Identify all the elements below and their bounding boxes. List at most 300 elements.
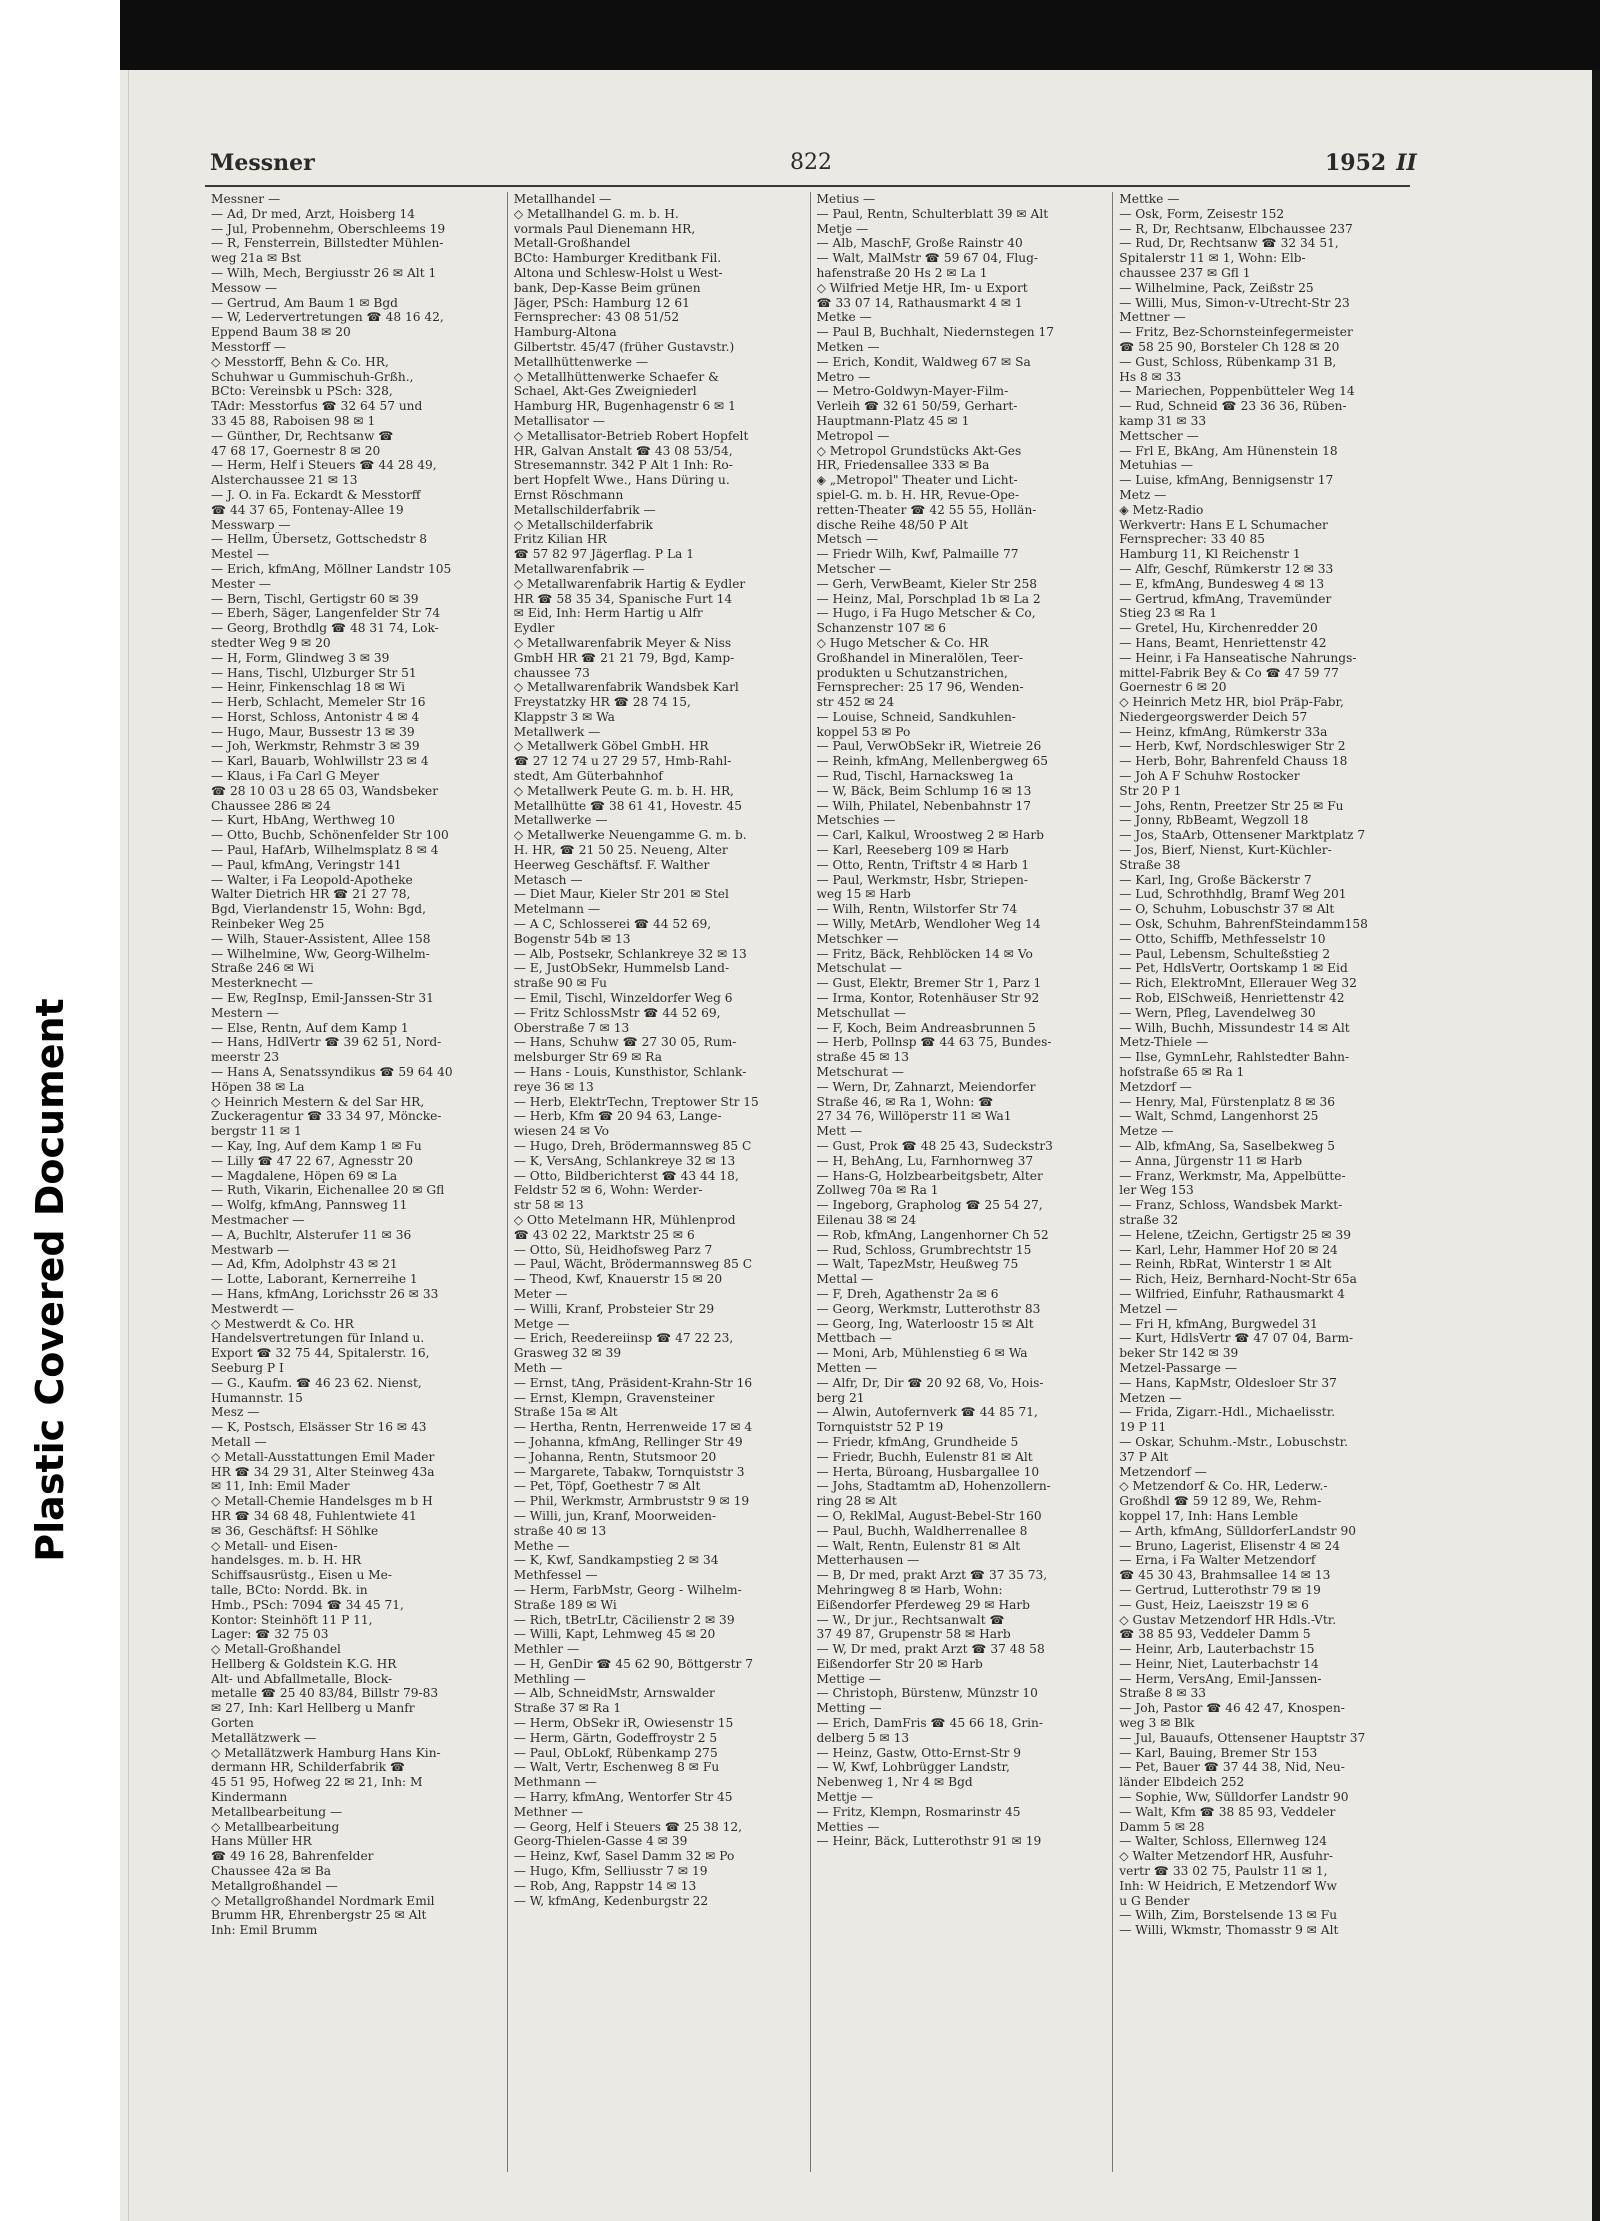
directory-line: — Pet, Bauer ☎ 37 44 38, Nid, Neu- <box>1119 1760 1345 1775</box>
directory-line: — Paul, Buchh, Waldherrenallee 8 <box>816 1523 1028 1538</box>
directory-line: Str 20 P 1 <box>1119 783 1182 798</box>
directory-line: — Ew, RegInsp, Emil-Janssen-Str 31 <box>211 991 434 1006</box>
directory-line: Inh: Emil Brumm <box>211 1923 318 1938</box>
directory-line: Metzendorf — <box>1119 1464 1207 1479</box>
directory-line: — Johs, Stadtamtm aD, Hohenzollern- <box>816 1479 1051 1494</box>
directory-line: — Wolfg, kfmAng, Pannsweg 11 <box>211 1198 408 1213</box>
directory-line: — F, Koch, Beim Andreasbrunnen 5 <box>816 1020 1036 1035</box>
directory-line: — H, Form, Glindweg 3 ✉ 39 <box>211 650 390 665</box>
directory-line: GmbH HR ☎ 21 21 79, Bgd, Kamp- <box>513 650 735 665</box>
directory-line: ◇ Metallwerk Peute G. m. b. H. HR, <box>513 783 735 798</box>
directory-line: — Erna, i Fa Walter Metzendorf <box>1119 1553 1316 1568</box>
directory-line: Mestel — <box>211 547 270 562</box>
directory-line: ☎ 58 25 90, Borsteler Ch 128 ✉ 20 <box>1119 339 1340 354</box>
directory-line: Großhdl ☎ 59 12 89, We, Rehm- <box>1119 1494 1322 1509</box>
directory-line: — Walter, i Fa Leopold-Apotheke <box>211 872 413 887</box>
directory-line: Damm 5 ✉ 28 <box>1119 1819 1205 1834</box>
directory-line: Chaussee 286 ✉ 24 <box>211 798 331 813</box>
directory-line: TAdr: Messtorfus ☎ 32 64 57 und <box>211 399 423 414</box>
directory-line: — Jonny, RbBeamt, Wegzoll 18 <box>1119 813 1309 828</box>
directory-line: Hauptmann-Platz 45 ✉ 1 <box>816 413 970 428</box>
directory-line: ☎ 44 37 65, Fontenay-Allee 19 <box>211 502 404 517</box>
directory-line: Fernsprecher: 33 40 85 <box>1119 532 1265 547</box>
directory-line: Verleih ☎ 32 61 50/59, Gerhart- <box>816 399 1018 414</box>
directory-line: — Wilh, Stauer-Assistent, Allee 158 <box>211 931 431 946</box>
directory-line: — Paul, Wächt, Brödermannsweg 85 C <box>513 1257 753 1272</box>
directory-line: — Wern, Dr, Zahnarzt, Meiendorfer <box>816 1079 1036 1094</box>
directory-line: Metuhias — <box>1119 458 1194 473</box>
directory-line: straße 45 ✉ 13 <box>816 1050 909 1065</box>
directory-line: — Herta, Büroang, Husbargallee 10 <box>816 1464 1040 1479</box>
directory-line: — Otto, Bildberichterst ☎ 43 44 18, <box>513 1168 739 1183</box>
directory-line: — Gust, Schloss, Rübenkamp 31 B, <box>1119 354 1337 369</box>
directory-line: — Kurt, HdlsVertr ☎ 47 07 04, Barm- <box>1119 1331 1354 1346</box>
directory-line: — Paul, Rentn, Schulterblatt 39 ✉ Alt <box>816 206 1049 221</box>
directory-line: Straße 189 ✉ Wi <box>513 1597 617 1612</box>
directory-line: Metting — <box>816 1701 882 1716</box>
directory-line: Metschullat — <box>816 1005 906 1020</box>
directory-line: — Helene, tZeichn, Gertigstr 25 ✉ 39 <box>1119 1227 1352 1242</box>
scan-edge <box>1592 70 1600 2221</box>
directory-line: Bgd, Vierlandenstr 15, Wohn: Bgd, <box>211 902 426 917</box>
column-3 <box>811 192 1114 2172</box>
directory-line: — Georg, Brothdlg ☎ 48 31 74, Lok- <box>211 621 439 636</box>
directory-line: — Wilfried, Einfuhr, Rathausmarkt 4 <box>1119 1286 1345 1301</box>
directory-line: — Willy, MetArb, Wendloher Weg 14 <box>816 917 1041 932</box>
directory-line: Bogenstr 54b ✉ 13 <box>513 931 631 946</box>
directory-line: Hs 8 ✉ 33 <box>1119 369 1182 384</box>
directory-line: ☎ 27 12 74 u 27 29 57, Hmb-Rahl- <box>513 754 732 769</box>
column-2 <box>508 192 811 2172</box>
directory-line: Niedergeorgswerder Deich 57 <box>1119 709 1308 724</box>
directory-line: Metken — <box>816 339 880 354</box>
directory-line: Werkvertr: Hans E L Schumacher <box>1119 517 1328 532</box>
directory-line: chaussee 237 ✉ Gfl 1 <box>1119 265 1251 280</box>
directory-line: Lager: ☎ 32 75 03 <box>211 1627 329 1642</box>
directory-line: Mestern — <box>211 1005 279 1020</box>
directory-line: — Wern, Pfleg, Lavendelweg 30 <box>1119 1005 1316 1020</box>
directory-line: — Walt, TapezMstr, Heußweg 75 <box>816 1257 1019 1272</box>
directory-line: — Friedr, Buchh, Eulenstr 81 ✉ Alt <box>816 1449 1033 1464</box>
running-header-name: Messner <box>210 150 315 176</box>
directory-line: ☎ 33 07 14, Rathausmarkt 4 ✉ 1 <box>816 295 1023 310</box>
directory-line: — R, Fensterrein, Billstedter Mühlen- <box>211 236 444 251</box>
directory-line: — Walt, Kfm ☎ 38 85 93, Veddeler <box>1119 1804 1336 1819</box>
directory-line: — J. O. in Fa. Eckardt & Messtorff <box>211 487 421 502</box>
directory-line: — Rich, tBetrLtr, Cäcilienstr 2 ✉ 39 <box>513 1612 735 1627</box>
directory-line: HR, Galvan Anstalt ☎ 43 08 53/54, <box>513 443 733 458</box>
directory-line: — Frl E, BkAng, Am Hünenstein 18 <box>1119 443 1338 458</box>
directory-line: ◇ Messtorff, Behn & Co. HR, <box>211 354 389 369</box>
directory-line: Methfessel — <box>513 1568 598 1583</box>
directory-line: straße 90 ✉ Fu <box>513 976 607 991</box>
directory-line: — Hugo, Dreh, Brödermannsweg 85 C <box>513 1139 752 1153</box>
directory-line: Hans Müller HR <box>211 1834 312 1849</box>
directory-line: — Else, Rentn, Auf dem Kamp 1 <box>211 1020 409 1035</box>
directory-line: — Hans, HdlVertr ☎ 39 62 51, Nord- <box>211 1035 442 1050</box>
directory-line: Metschies — <box>816 813 896 828</box>
directory-line: — Herm, Gärtn, Godeffroystr 2 5 <box>513 1730 718 1745</box>
directory-line: — Kay, Ing, Auf dem Kamp 1 ✉ Fu <box>211 1139 422 1153</box>
header-rule <box>205 185 1410 187</box>
directory-line: Mestmacher — <box>211 1212 305 1227</box>
directory-line: Freystatzky HR ☎ 28 74 15, <box>513 695 691 710</box>
directory-line: — Fritz, Klempn, Rosmarinstr 45 <box>816 1804 1021 1819</box>
directory-line: Stresemannstr. 342 P Alt 1 Inh: Ro- <box>513 458 733 473</box>
page-number: 822 <box>790 150 832 175</box>
directory-line: — E, kfmAng, Bundesweg 4 ✉ 13 <box>1119 576 1325 591</box>
directory-line: vormals Paul Dienemann HR, <box>513 221 696 236</box>
directory-line: — Fritz, Bäck, Rehblöcken 14 ✉ Vo <box>816 946 1033 961</box>
directory-line: bergstr 11 ✉ 1 <box>211 1124 302 1139</box>
directory-line: — Hertha, Rentn, Herrenweide 17 ✉ 4 <box>513 1420 753 1435</box>
directory-line: Tornquiststr 52 P 19 <box>816 1420 944 1435</box>
directory-line: ◇ Heinrich Metz HR, biol Präp-Fabr, <box>1119 695 1344 710</box>
directory-line: — Pet, Töpf, Goethestr 7 ✉ Alt <box>513 1479 701 1494</box>
directory-line: berg 21 <box>816 1390 865 1405</box>
directory-line: — Heinr, Finkenschlag 18 ✉ Wi <box>211 680 405 695</box>
directory-line: ler Weg 153 <box>1119 1183 1194 1198</box>
directory-line: Schiffsausrüstg., Eisen u Me- <box>211 1568 392 1583</box>
directory-line: Straße 46, ✉ Ra 1, Wohn: ☎ <box>816 1094 994 1109</box>
directory-line: Mett — <box>816 1124 863 1139</box>
directory-line: — Herm, VersAng, Emil-Janssen- <box>1119 1671 1322 1686</box>
directory-line: Metallbearbeitung — <box>211 1804 343 1819</box>
directory-line: — Moni, Arb, Mühlenstieg 6 ✉ Wa <box>816 1346 1028 1361</box>
directory-line: Stieg 23 ✉ Ra 1 <box>1119 606 1218 621</box>
directory-line: — Herb, Pollnsp ☎ 44 63 75, Bundes- <box>816 1035 1052 1050</box>
directory-line: — Rud, Schloss, Grumbrechtstr 15 <box>816 1242 1032 1257</box>
directory-line: — B, Dr med, prakt Arzt ☎ 37 35 73, <box>816 1568 1048 1583</box>
directory-line: produkten u Schutzanstrichen, <box>816 665 1008 680</box>
directory-line: Meter — <box>513 1286 568 1301</box>
directory-line: Metall — <box>211 1434 267 1449</box>
directory-line: Straße 8 ✉ 33 <box>1119 1686 1207 1701</box>
sidebar-panel <box>0 0 120 2221</box>
directory-line: Methling — <box>513 1671 586 1686</box>
directory-line: Humannstr. 15 <box>211 1390 303 1405</box>
directory-line: — K, VersAng, Schlankreye 32 ✉ 13 <box>513 1153 736 1168</box>
directory-line: — R, Dr, Rechtsanw, Elbchaussee 237 <box>1119 221 1353 236</box>
directory-line: — Fritz, Bez-Schornsteinfegermeister <box>1119 325 1353 340</box>
directory-line: — Alfr, Geschf, Rümkerstr 12 ✉ 33 <box>1119 561 1334 576</box>
directory-line: Altona und Schlesw-Holst u West- <box>513 265 723 280</box>
directory-line: — Joh, Werkmstr, Rehmstr 3 ✉ 39 <box>211 739 420 754</box>
directory-line: — F, Dreh, Agathenstr 2a ✉ 6 <box>816 1286 999 1301</box>
directory-line: — Gertrud, kfmAng, Travemünder <box>1119 591 1332 606</box>
directory-line: ◇ Metall-Ausstattungen Emil Mader <box>211 1449 435 1464</box>
directory-line: Feldstr 52 ✉ 6, Wohn: Werder- <box>513 1183 703 1198</box>
directory-line: — Margarete, Tabakw, Tornquiststr 3 <box>513 1464 745 1479</box>
part-label: II <box>1396 150 1417 176</box>
directory-line: Metschker — <box>816 931 899 946</box>
directory-line: Metall-Großhandel <box>513 236 631 251</box>
directory-line: melsburger Str 69 ✉ Ra <box>513 1050 662 1065</box>
directory-line: Oberstraße 7 ✉ 13 <box>513 1020 630 1035</box>
directory-line: Messner — <box>211 192 281 206</box>
directory-line: — Paul B, Buchhalt, Niedernstegen 17 <box>816 325 1055 340</box>
directory-line: Mettbach — <box>816 1331 892 1346</box>
directory-line: — Heinz, kfmAng, Rümkerstr 33a <box>1119 724 1328 739</box>
directory-line: Mettscher — <box>1119 428 1199 443</box>
directory-line: — Herm, ObSekr iR, Owiesenstr 15 <box>513 1716 734 1731</box>
directory-line: — Gertrud, Lutterothstr 79 ✉ 19 <box>1119 1582 1321 1597</box>
directory-line: Metropol — <box>816 428 890 443</box>
directory-line: Eppend Baum 38 ✉ 20 <box>211 325 351 340</box>
directory-line: Metallschilderfabrik — <box>513 502 656 517</box>
directory-line: — Rud, Dr, Rechtsanw ☎ 32 34 51, <box>1119 236 1339 251</box>
directory-line: 27 34 76, Willöperstr 11 ✉ Wa1 <box>816 1109 1012 1124</box>
directory-line: — Herb, Kfm ☎ 20 94 63, Lange- <box>513 1109 722 1124</box>
directory-line: Georg-Thielen-Gasse 4 ✉ 39 <box>513 1834 688 1849</box>
directory-line: — Hellm, Übersetz, Gottschedstr 8 <box>211 532 428 547</box>
directory-line: bank, Dep-Kasse Beim grünen <box>513 280 701 295</box>
directory-line: Spitalerstr 11 ✉ 1, Wohn: Elb- <box>1119 251 1306 266</box>
directory-line: — Mariechen, Poppenbütteler Weg 14 <box>1119 384 1355 399</box>
directory-line: Metasch — <box>513 872 583 887</box>
directory-line: — Oskar, Schuhm.-Mstr., Lobuschstr. <box>1119 1434 1348 1449</box>
directory-line: ◇ Metropol Grundstücks Akt-Ges <box>816 443 1022 458</box>
directory-line: Metro — <box>816 369 871 384</box>
directory-line: Mestwarb — <box>211 1242 290 1257</box>
directory-line: — Ernst, tAng, Präsident-Krahn-Str 16 <box>513 1375 753 1390</box>
directory-line: ✉ 36, Geschäftsf: H Söhlke <box>211 1523 379 1538</box>
directory-line: länder Elbdeich 252 <box>1119 1775 1245 1790</box>
directory-line: — Heinr, Bäck, Lutterothstr 91 ✉ 19 <box>816 1834 1042 1849</box>
directory-line: Mesz — <box>211 1405 260 1420</box>
directory-line: vertr ☎ 33 02 75, Paulstr 11 ✉ 1, <box>1119 1864 1328 1879</box>
directory-line: — Günther, Dr, Rechtsanw ☎ <box>211 428 394 443</box>
directory-line: ☎ 38 85 93, Veddeler Damm 5 <box>1119 1627 1311 1642</box>
directory-line: — Karl, Bauarb, Wohlwillstr 23 ✉ 4 <box>211 754 429 769</box>
directory-line: — Herm, Helf i Steuers ☎ 44 28 49, <box>211 458 437 473</box>
directory-line: Metten — <box>816 1360 878 1375</box>
directory-line: — Phil, Werkmstr, Armbruststr 9 ✉ 19 <box>513 1494 750 1509</box>
directory-line: Walter Dietrich HR ☎ 21 27 78, <box>211 887 411 902</box>
directory-line: — Eberh, Säger, Langenfelder Str 74 <box>211 606 441 621</box>
directory-line: Metterhausen — <box>816 1553 920 1568</box>
directory-line: straße 40 ✉ 13 <box>513 1523 607 1538</box>
directory-line: — Alb, kfmAng, Sa, Saselbekweg 5 <box>1119 1139 1336 1153</box>
directory-line: — Alwin, Autofernverk ☎ 44 85 71, <box>816 1405 1038 1420</box>
directory-line: — Willi, jun, Kranf, Moorweiden- <box>513 1508 717 1523</box>
directory-line: Nebenweg 1, Nr 4 ✉ Bgd <box>816 1775 973 1790</box>
directory-line: — Willi, Mus, Simon-v-Utrecht-Str 23 <box>1119 295 1350 310</box>
directory-line: — Gust, Prok ☎ 48 25 43, Sudeckstr3 <box>816 1139 1053 1153</box>
directory-line: meerstr 23 <box>211 1050 280 1065</box>
directory-line: — Paul, Werkmstr, Hsbr, Striepen- <box>816 872 1028 887</box>
directory-line: — W, kfmAng, Kedenburgstr 22 <box>513 1893 709 1908</box>
directory-line: Chaussee 42a ✉ Ba <box>211 1864 332 1879</box>
directory-line: Metius — <box>816 192 876 206</box>
directory-line: — Wilhelmine, Pack, Zeißstr 25 <box>1119 280 1314 295</box>
plastic-covered-label: Plastic Covered Document <box>28 998 72 1562</box>
directory-line: — W, Kwf, Lohbrügger Landstr, <box>816 1760 1010 1775</box>
directory-line: Mettje — <box>816 1790 874 1805</box>
directory-line: Grasweg 32 ✉ 39 <box>513 1346 622 1361</box>
directory-line: — Hugo, i Fa Hugo Metscher & Co, <box>816 606 1036 621</box>
directory-line: — Georg, Helf i Steuers ☎ 25 38 12, <box>513 1819 743 1834</box>
directory-line: hafenstraße 20 Hs 2 ✉ La 1 <box>816 265 988 280</box>
directory-line: — Bruno, Lagerist, Elisenstr 4 ✉ 24 <box>1119 1538 1340 1553</box>
directory-line: — Erich, Kondit, Waldweg 67 ✉ Sa <box>816 354 1031 369</box>
directory-line: Metge — <box>513 1316 570 1331</box>
directory-line: Metties — <box>816 1819 880 1834</box>
directory-line: Hamburg HR, Bugenhagenstr 6 ✉ 1 <box>513 399 736 414</box>
directory-line: 37 49 87, Grupenstr 58 ✉ Harb <box>816 1627 1011 1642</box>
directory-line: — Rich, ElektroMnt, Ellerauer Weg 32 <box>1119 976 1357 991</box>
directory-line: ✉ 11, Inh: Emil Mader <box>211 1479 350 1494</box>
directory-line: — Rob, Ang, Rappstr 14 ✉ 13 <box>513 1878 697 1893</box>
directory-line: — Heinr, Niet, Lauterbachstr 14 <box>1119 1656 1319 1671</box>
directory-line: Eydler <box>513 621 555 636</box>
directory-page <box>120 70 1592 2221</box>
directory-line: — Heinz, Gastw, Otto-Ernst-Str 9 <box>816 1745 1021 1760</box>
directory-line: Straße 38 <box>1119 857 1181 872</box>
directory-line: straße 32 <box>1119 1212 1179 1227</box>
directory-line: Meth — <box>513 1360 563 1375</box>
directory-line: ◇ Metallisator-Betrieb Robert Hopfelt <box>513 428 749 443</box>
directory-line: ◇ Metallgroßhandel Nordmark Emil <box>211 1893 435 1908</box>
directory-line: Schael, Akt-Ges Zweigniederl <box>513 384 697 399</box>
directory-line: — Paul, VerwObSekr iR, Wietreie 26 <box>816 739 1042 754</box>
directory-line: — Otto, Rentn, Triftstr 4 ✉ Harb 1 <box>816 857 1030 872</box>
directory-line: Metallisator — <box>513 413 605 428</box>
directory-line: ◇ Metallhüttenwerke Schaefer & <box>513 369 719 384</box>
column-1 <box>205 192 508 2172</box>
directory-line: ◇ Metallwarenfabrik Wandsbek Karl <box>513 680 739 695</box>
directory-line: str 452 ✉ 24 <box>816 695 895 710</box>
directory-line: HR, Friedensallee 333 ✉ Ba <box>816 458 990 473</box>
directory-line: — Erich, kfmAng, Möllner Landstr 105 <box>211 561 452 576</box>
directory-line: — Herb, Schlacht, Memeler Str 16 <box>211 695 426 710</box>
directory-line: Hellberg & Goldstein K.G. HR <box>211 1656 397 1671</box>
directory-line: HR ☎ 34 29 31, Alter Steinweg 43a <box>211 1464 435 1479</box>
directory-line: 47 68 17, Goernestr 8 ✉ 20 <box>211 443 381 458</box>
directory-line: ☎ 28 10 03 u 28 65 03, Wandsbeker <box>211 783 439 798</box>
directory-line: ◇ Metzendorf & Co. HR, Lederw.- <box>1119 1479 1328 1494</box>
directory-line: Gilbertstr. 45/47 (früher Gustavstr.) <box>513 339 735 354</box>
directory-line: Metschurat — <box>816 1065 904 1080</box>
directory-line: — Rich, Heiz, Bernhard-Nocht-Str 65a <box>1119 1272 1357 1287</box>
directory-line: — Erich, DamFris ☎ 45 66 18, Grin- <box>816 1716 1044 1731</box>
directory-line: — Otto, Buchb, Schönenfelder Str 100 <box>211 828 449 843</box>
directory-line: ◇ Mestwerdt & Co. HR <box>211 1316 354 1331</box>
directory-line: Mettal — <box>816 1272 874 1287</box>
directory-line: — Willi, Kapt, Lehmweg 45 ✉ 20 <box>513 1627 716 1642</box>
directory-line: — Karl, Lehr, Hammer Hof 20 ✉ 24 <box>1119 1242 1338 1257</box>
directory-line: Großhandel in Mineralölen, Teer- <box>816 650 1023 665</box>
directory-line: — Willi, Kranf, Probsteier Str 29 <box>513 1301 715 1316</box>
directory-line: — Hugo, Kfm, Selliusstr 7 ✉ 19 <box>513 1864 708 1879</box>
directory-line: ☎ 49 16 28, Bahrenfelder <box>211 1849 374 1864</box>
directory-line: Methmann — <box>513 1775 597 1790</box>
directory-line: — K, Kwf, Sandkampstieg 2 ✉ 34 <box>513 1553 719 1568</box>
directory-line: — H, BehAng, Lu, Farnhornweg 37 <box>816 1153 1034 1168</box>
directory-line: Höpen 38 ✉ La <box>211 1079 305 1094</box>
directory-line: — Otto, Schiffb, Methfesselstr 10 <box>1119 931 1326 946</box>
directory-line: Metallgroßhandel — <box>211 1878 338 1893</box>
directory-line: ✉ 27, Inh: Karl Hellberg u Manfr <box>211 1701 415 1716</box>
directory-line: ◇ Wilfried Metje HR, Im- u Export <box>816 280 1028 295</box>
directory-line: koppel 17, Inh: Hans Lemble <box>1119 1508 1298 1523</box>
directory-line: Metke — <box>816 310 872 325</box>
directory-line: — Friedr Wilh, Kwf, Palmaille 77 <box>816 547 1019 562</box>
directory-line: Mettner — <box>1119 310 1186 325</box>
directory-line: ◇ Metall-Großhandel <box>211 1642 341 1657</box>
directory-line: ◇ Metall- und Eisen- <box>211 1538 338 1553</box>
directory-line: Straße 37 ✉ Ra 1 <box>513 1701 622 1716</box>
directory-line: — Henry, Mal, Fürstenplatz 8 ✉ 36 <box>1119 1094 1335 1109</box>
directory-line: — Ruth, Vikarin, Eichenallee 20 ✉ Gfl <box>211 1183 445 1198</box>
directory-line: Reinbeker Weg 25 <box>211 917 325 932</box>
directory-line: Metelmann — <box>513 902 601 917</box>
directory-line: reye 36 ✉ 13 <box>513 1079 594 1094</box>
directory-line: H. HR, ☎ 21 50 25. Neueng, Alter <box>513 843 728 858</box>
directory-line: str 58 ✉ 13 <box>513 1198 584 1213</box>
directory-line: Fernsprecher: 25 17 96, Wenden- <box>816 680 1024 695</box>
directory-line: bert Hopfelt Wwe., Hans Düring u. <box>513 473 730 488</box>
directory-line: — Paul, ObLokf, Rübenkamp 275 <box>513 1745 718 1760</box>
directory-line: koppel 53 ✉ Po <box>816 724 911 739</box>
directory-line: Metz-Thiele — <box>1119 1035 1209 1050</box>
directory-line: — Reinh, RbRat, Winterstr 1 ✉ Alt <box>1119 1257 1332 1272</box>
directory-line: spiel-G. m. b. H. HR, Revue-Ope- <box>816 487 1020 502</box>
directory-line: — Paul, HafArb, Wilhelmsplatz 8 ✉ 4 <box>211 843 439 858</box>
directory-line: Messtorff — <box>211 339 286 354</box>
directory-line: — W, Dr med, prakt Arzt ☎ 37 48 58 <box>816 1642 1045 1657</box>
directory-line: weg 3 ✉ Blk <box>1119 1716 1195 1731</box>
directory-line: ◇ Heinrich Mestern & del Sar HR, <box>211 1094 425 1109</box>
directory-line: — Sophie, Ww, Sülldorfer Landstr 90 <box>1119 1790 1349 1805</box>
directory-line: — Klaus, i Fa Carl G Meyer <box>211 769 380 784</box>
directory-line: Messwarp — <box>211 517 291 532</box>
directory-line: — Ernst, Klempn, Gravensteiner <box>513 1390 715 1405</box>
directory-line: Eilenau 38 ✉ 24 <box>816 1212 917 1227</box>
directory-line: — Walt, Schmd, Langenhorst 25 <box>1119 1109 1319 1124</box>
directory-line: mittel-Fabrik Bey & Co ☎ 47 59 77 <box>1119 665 1339 680</box>
directory-line: Seeburg P I <box>211 1360 284 1375</box>
directory-line: — Rud, Tischl, Harnacksweg 1a <box>816 769 1014 784</box>
directory-line: — Hans, KapMstr, Oldesloer Str 37 <box>1119 1375 1337 1390</box>
directory-line: — Heinz, Mal, Porschplad 1b ✉ La 2 <box>816 591 1041 606</box>
directory-line: BCto: Vereinsbk u PSch: 328, <box>211 384 393 399</box>
directory-line: HR ☎ 58 35 34, Spanische Furt 14 <box>513 591 733 606</box>
directory-line: — Herm, FarbMstr, Georg - Wilhelm- <box>513 1582 742 1597</box>
directory-line: — Georg, Ing, Waterloostr 15 ✉ Alt <box>816 1316 1034 1331</box>
directory-line: Metallätzwerk — <box>211 1730 317 1745</box>
directory-line: — Heinr, i Fa Hanseatische Nahrungs- <box>1119 650 1357 665</box>
directory-line: — Hans - Louis, Kunsthistor, Schlank- <box>513 1065 747 1080</box>
directory-line: weg 21a ✉ Bst <box>211 251 302 266</box>
directory-line: — Paul, Lebensm, Schulteßstieg 2 <box>1119 946 1331 961</box>
directory-line: ◇ Metall-Chemie Handelsges m b H <box>211 1494 433 1509</box>
directory-line: ◇ Metallwerk Göbel GmbH. HR <box>513 739 709 754</box>
directory-line: — Magdalene, Höpen 69 ✉ La <box>211 1168 398 1183</box>
directory-line: Handelsvertretungen für Inland u. <box>211 1331 425 1346</box>
directory-line: Mehringweg 8 ✉ Harb, Wohn: <box>816 1582 1003 1597</box>
directory-line: Mettige — <box>816 1671 881 1686</box>
directory-line: ◇ Metallhandel G. m. b. H. <box>513 206 679 221</box>
directory-line: Eißendorfer Pferdeweg 29 ✉ Harb <box>816 1597 1030 1612</box>
directory-line: — Hans-G, Holzbearbeitgsbetr, Alter <box>816 1168 1043 1183</box>
directory-line: weg 15 ✉ Harb <box>816 887 911 902</box>
directory-line: Metallwarenfabrik — <box>513 561 645 576</box>
directory-line: Eißendorfer Str 20 ✉ Harb <box>816 1656 983 1671</box>
directory-line: — Gust, Heiz, Laeiszstr 19 ✉ 6 <box>1119 1597 1309 1612</box>
directory-line: kamp 31 ✉ 33 <box>1119 413 1207 428</box>
directory-line: — Alb, SchneidMstr, Arnswalder <box>513 1686 715 1701</box>
